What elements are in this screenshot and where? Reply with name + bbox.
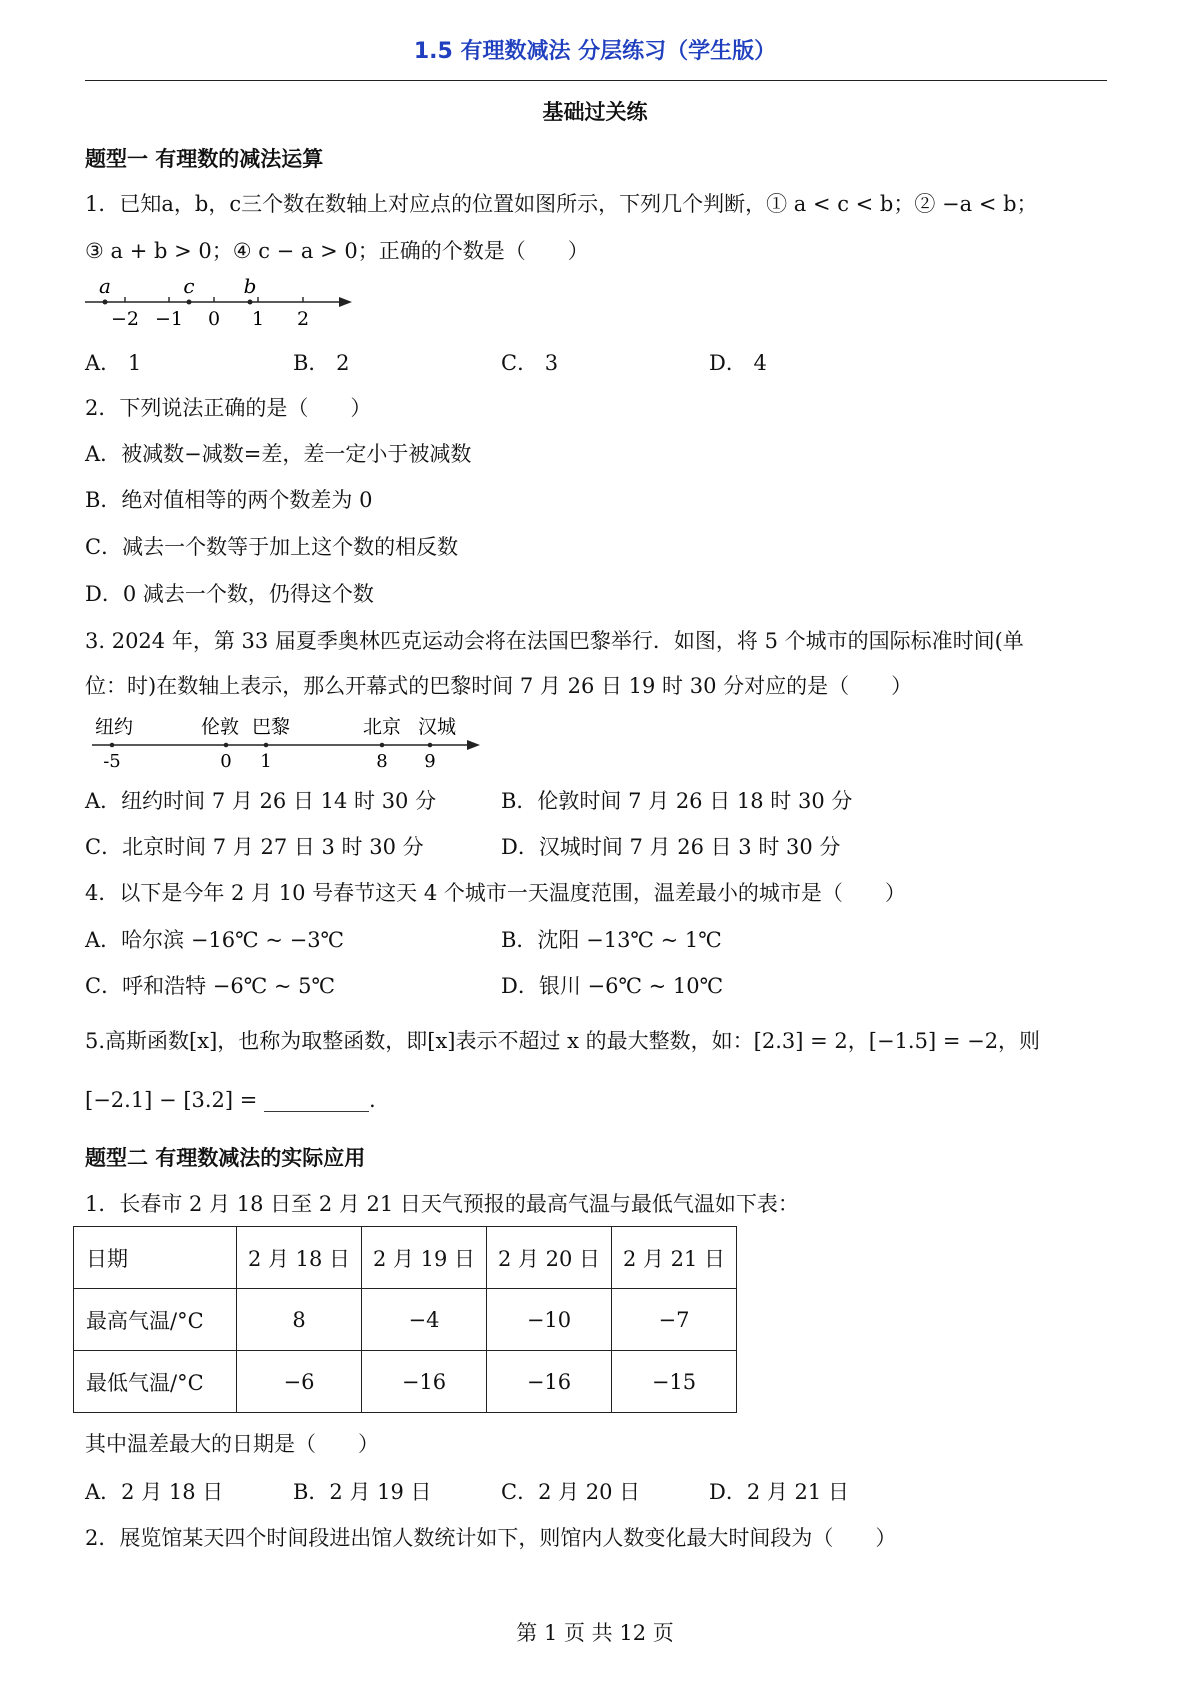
- q3-city-number-line: [88, 713, 488, 773]
- city-label-beijing: 北京: [362, 716, 402, 738]
- page-footer: 第 1 页 共 12 页: [516, 1621, 674, 1645]
- title-divider: [85, 80, 1107, 81]
- tick-label: 1: [251, 308, 265, 330]
- city-value: 8: [376, 751, 388, 772]
- point-label-a: a: [99, 274, 111, 298]
- type2-q1-question: 其中温差最大的日期是（ ）: [85, 1432, 379, 1456]
- table-header-cell: 2 月 21 日: [612, 1227, 737, 1289]
- type2-q1-stem: 1．长春市 2 月 18 日至 2 月 21 日天气预报的最高气温与最低气温如下表：: [85, 1192, 799, 1216]
- point-label-c: c: [183, 274, 195, 298]
- q2-option-c[interactable]: C．减去一个数等于加上这个数的相反数: [85, 535, 459, 559]
- table-cell: 最低气温/°C: [74, 1351, 237, 1413]
- city-value: -5: [103, 751, 121, 772]
- type2-q1-option-d[interactable]: D．2 月 21 日: [709, 1480, 849, 1504]
- q3-option-d[interactable]: D．汉城时间 7 月 26 日 3 时 30 分: [501, 835, 841, 859]
- q5-stem-line1: 5.高斯函数[x]，也称为取整函数，即[x]表示不超过 x 的最大整数，如：[2.3] = 2，[−1.5] = −2，则: [85, 1029, 1041, 1053]
- q2-stem: 2．下列说法正确的是（ ）: [85, 396, 372, 420]
- q1-option-b[interactable]: B． 2: [293, 351, 350, 375]
- type2-q1-option-c[interactable]: C．2 月 20 日: [501, 1480, 641, 1504]
- q1-option-a[interactable]: A． 1: [85, 351, 142, 375]
- q2-option-a[interactable]: A．被减数−减数=差，差一定小于被减数: [85, 442, 472, 466]
- table-header-cell: 2 月 19 日: [362, 1227, 487, 1289]
- table-row: [74, 1289, 737, 1351]
- type2-q1-option-b[interactable]: B．2 月 19 日: [293, 1480, 432, 1504]
- q4-stem: 4．以下是今年 2 月 10 号春节这天 4 个城市一天温度范围，温差最小的城市是（ ）: [85, 881, 906, 905]
- q4-option-b[interactable]: B．沈阳 −13℃ ~ 1℃: [501, 928, 722, 952]
- city-value: 9: [424, 751, 436, 772]
- tick-label: −1: [154, 308, 184, 330]
- q5-stem-line2[interactable]: [−2.1] − [3.2] = __________.: [85, 1088, 376, 1112]
- point-label-b: b: [243, 274, 257, 298]
- table-row: [74, 1351, 737, 1413]
- table-cell: −4: [362, 1289, 487, 1351]
- q4-option-d[interactable]: D．银川 −6℃ ~ 10℃: [501, 974, 724, 998]
- q3-option-c[interactable]: C．北京时间 7 月 27 日 3 时 30 分: [85, 835, 424, 859]
- page-title: 1.5 有理数减法 分层练习（学生版）: [413, 39, 777, 64]
- q3-option-a[interactable]: A．纽约时间 7 月 26 日 14 时 30 分: [85, 789, 437, 813]
- q3-stem-line2: 位：时)在数轴上表示，那么开幕式的巴黎时间 7 月 26 日 19 时 30 分对应的是（ ）: [85, 674, 913, 698]
- q3-option-b[interactable]: B．伦敦时间 7 月 26 日 18 时 30 分: [501, 789, 853, 813]
- type2-q1-option-a[interactable]: A．2 月 18 日: [85, 1480, 224, 1504]
- table-cell: 8: [237, 1289, 362, 1351]
- q1-stem-line1: 1．已知a，b，c三个数在数轴上对应点的位置如图所示，下列几个判断，① a < c < b；② −a < b；: [85, 192, 1038, 216]
- temperature-table: [73, 1226, 737, 1413]
- city-label-paris: 巴黎: [251, 716, 291, 738]
- city-label-seoul: 汉城: [417, 716, 457, 738]
- q1-number-line: [82, 275, 362, 330]
- tick-label: −2: [110, 308, 140, 330]
- type2-q2-stem: 2．展览馆某天四个时间段进出馆人数统计如下，则馆内人数变化最大时间段为（ ）: [85, 1526, 897, 1550]
- q3-stem-line1: 3. 2024 年，第 33 届夏季奥林匹克运动会将在法国巴黎举行．如图，将 5 个城市的国际标准时间(单: [85, 629, 1024, 653]
- table-cell: −7: [612, 1289, 737, 1351]
- table-cell: −16: [362, 1351, 487, 1413]
- section-title: 基础过关练: [542, 100, 648, 124]
- city-label-newyork: 纽约: [94, 716, 134, 738]
- table-header-cell: 2 月 18 日: [237, 1227, 362, 1289]
- tick-label: 2: [296, 308, 310, 330]
- q2-option-b[interactable]: B．绝对值相等的两个数差为 0: [85, 488, 373, 512]
- table-header-row: [74, 1227, 737, 1289]
- q4-option-a[interactable]: A．哈尔滨 −16℃ ~ −3℃: [85, 928, 345, 952]
- table-cell: −6: [237, 1351, 362, 1413]
- city-label-london: 伦敦: [200, 716, 240, 738]
- city-value: 1: [260, 751, 272, 772]
- city-value: 0: [220, 751, 232, 772]
- q2-option-d[interactable]: D．0 减去一个数，仍得这个数: [85, 582, 374, 606]
- table-cell: 最高气温/°C: [74, 1289, 237, 1351]
- table-header-cell: 2 月 20 日: [487, 1227, 612, 1289]
- table-header-cell: 日期: [74, 1227, 237, 1289]
- type2-heading: 题型二 有理数减法的实际应用: [85, 1146, 366, 1170]
- table-cell: −16: [487, 1351, 612, 1413]
- q1-option-c[interactable]: C． 3: [501, 351, 559, 375]
- table-cell: −10: [487, 1289, 612, 1351]
- tick-label: 0: [207, 308, 221, 330]
- q1-stem-line2: ③ a + b > 0；④ c − a > 0；正确的个数是（ ）: [85, 239, 589, 263]
- q4-option-c[interactable]: C．呼和浩特 −6℃ ~ 5℃: [85, 974, 335, 998]
- q1-option-d[interactable]: D． 4: [709, 351, 767, 375]
- table-cell: −15: [612, 1351, 737, 1413]
- type1-heading: 题型一 有理数的减法运算: [85, 147, 324, 171]
